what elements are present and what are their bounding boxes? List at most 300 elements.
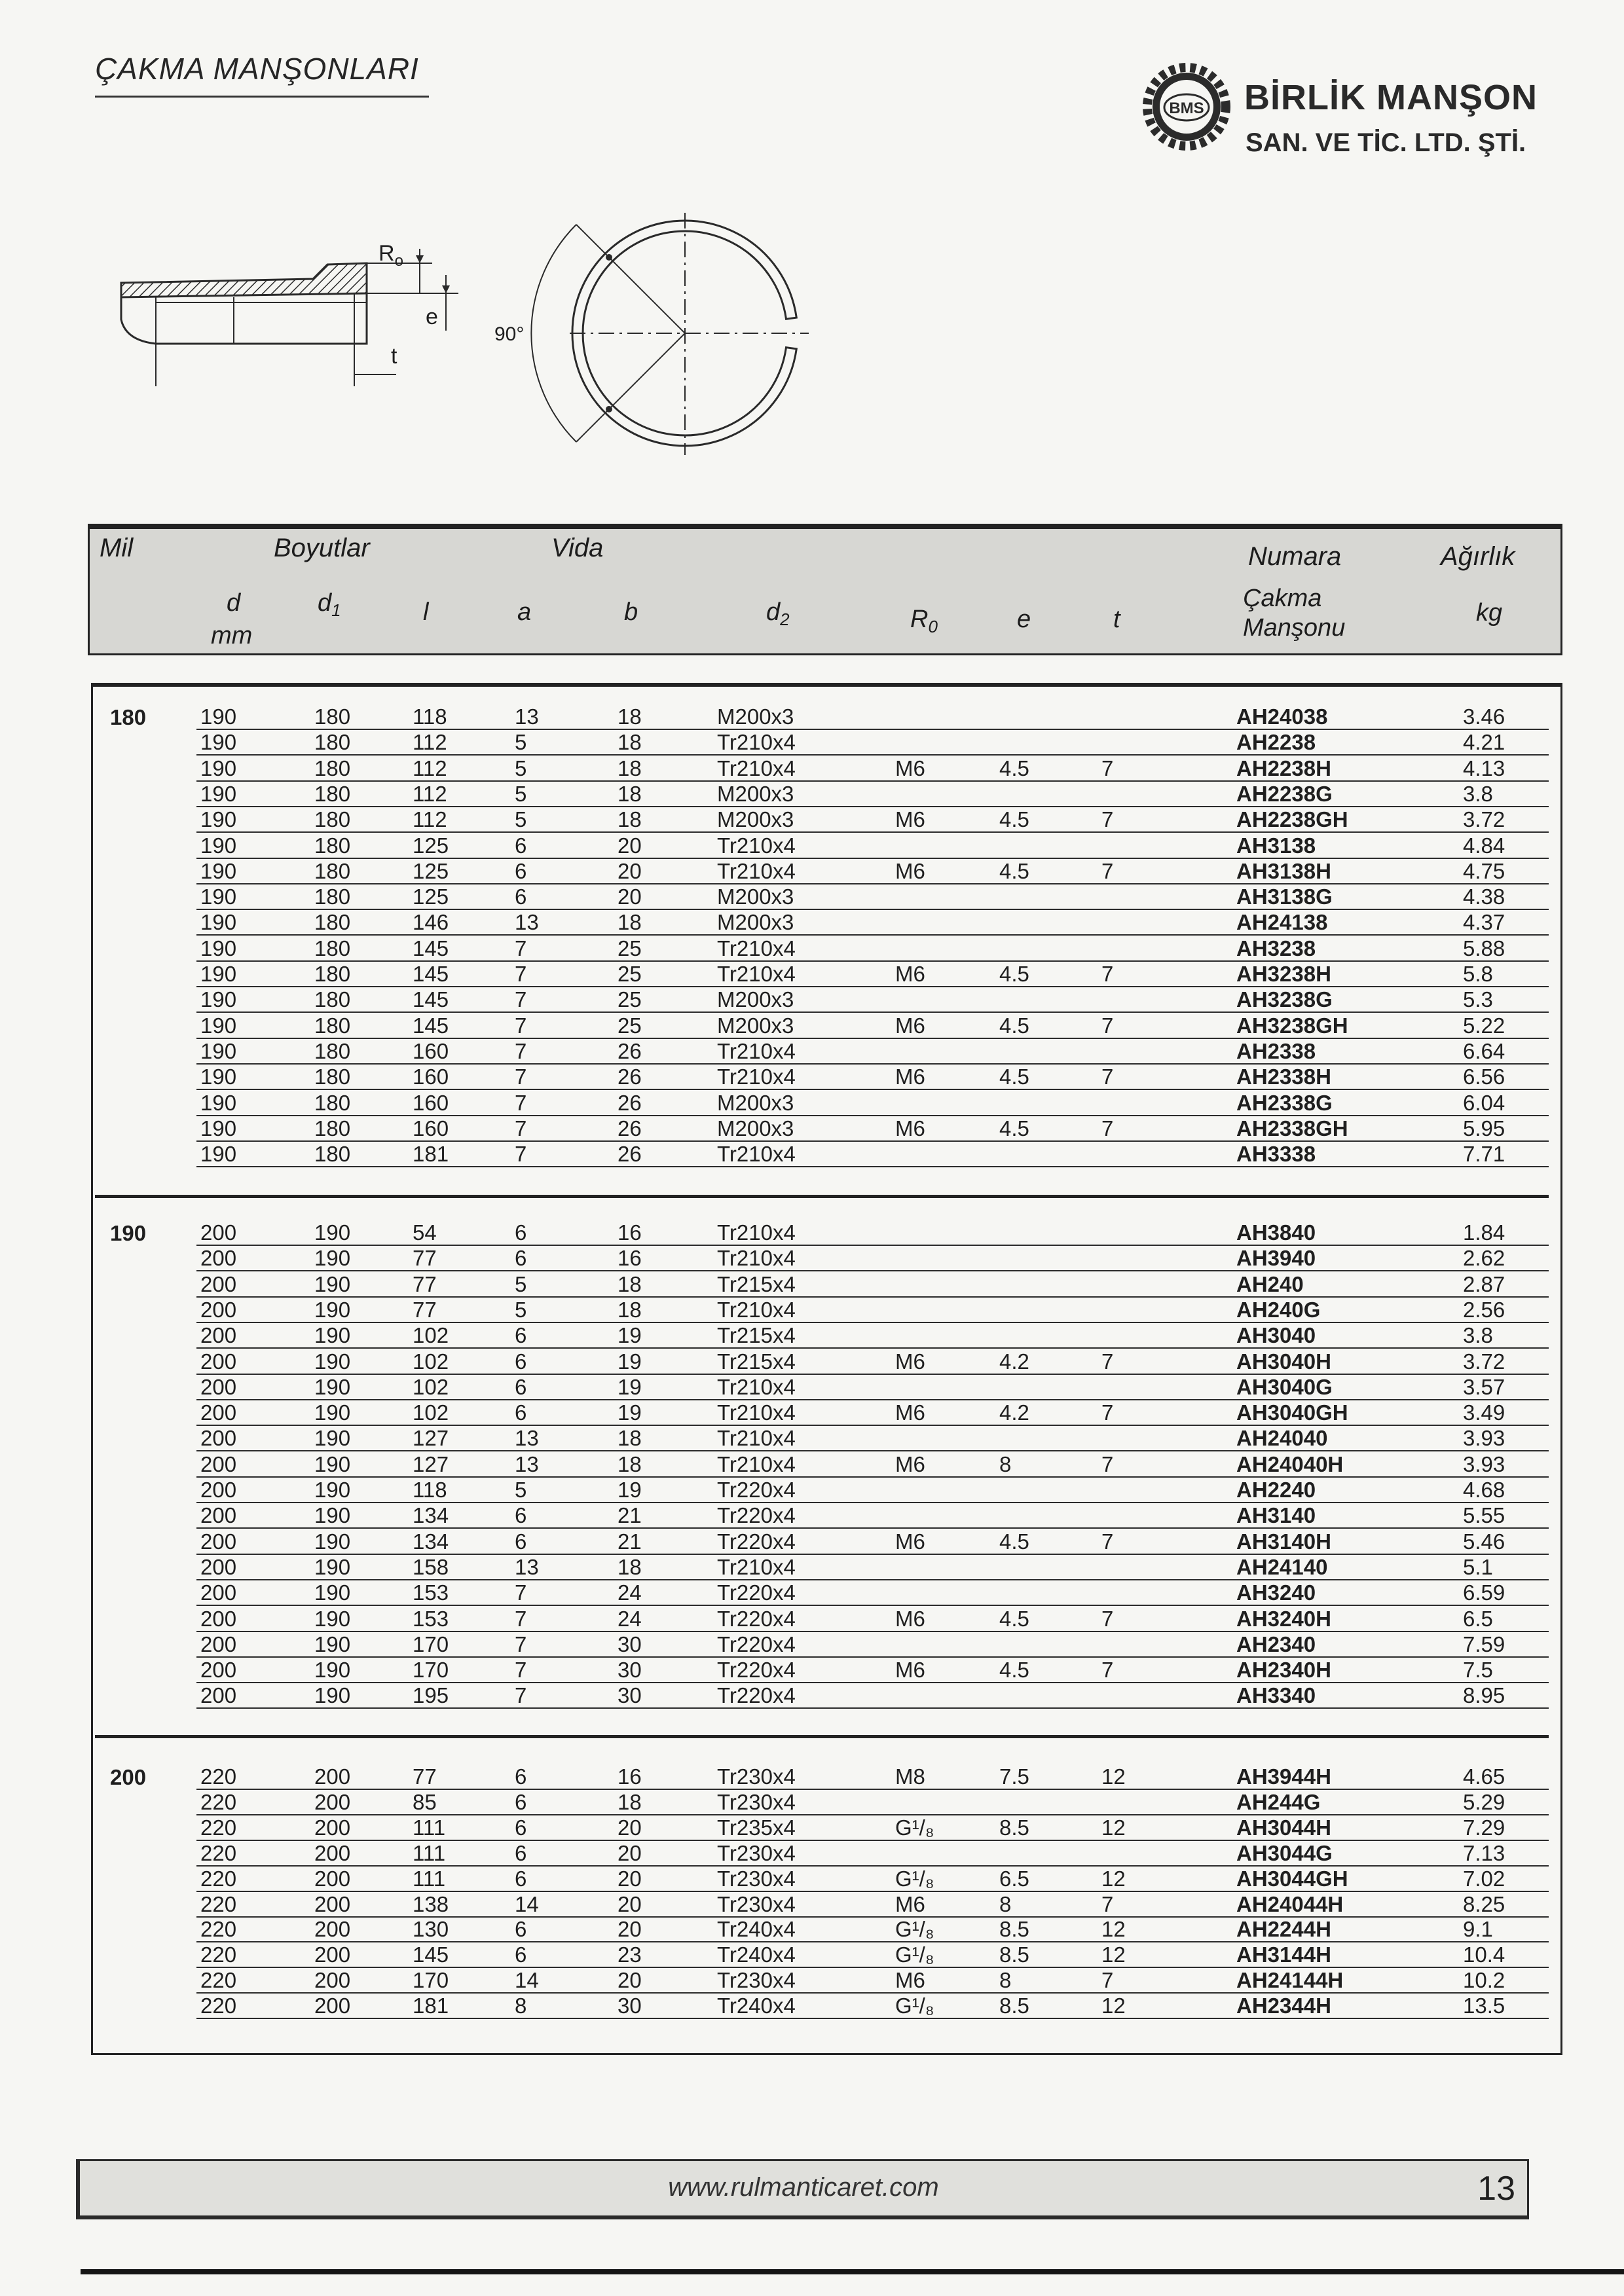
cell-d1: 180 — [314, 1013, 351, 1038]
cell-a: 6 — [515, 1349, 527, 1374]
cell-part-number: AH2240 — [1236, 1478, 1316, 1502]
cell-l: 125 — [413, 858, 449, 883]
cell-l: 125 — [413, 884, 449, 909]
cell-part-number: AH2238H — [1236, 756, 1331, 780]
cell-weight: 5.1 — [1463, 1554, 1493, 1579]
col-header-b: b — [624, 598, 638, 626]
cell-d1: 190 — [314, 1451, 351, 1476]
cell-d2: Tr220x4 — [717, 1606, 796, 1631]
cell-d2: Tr230x4 — [717, 1891, 796, 1916]
cell-l: 160 — [413, 1038, 449, 1063]
cell-part-number: AH3044G — [1236, 1840, 1333, 1865]
cell-d: 200 — [200, 1606, 237, 1631]
table-row — [0, 1942, 1624, 1968]
table-row — [0, 1968, 1624, 1994]
cell-weight: 4.38 — [1463, 884, 1505, 909]
cell-b: 18 — [618, 1271, 642, 1296]
page-number: 13 — [1477, 2170, 1515, 2208]
cell-d: 220 — [200, 1815, 237, 1840]
col-header-l: l — [423, 598, 429, 626]
cell-l: 138 — [413, 1891, 449, 1916]
cell-t: 7 — [1101, 1400, 1114, 1425]
table-row — [0, 1298, 1624, 1323]
cell-weight: 7.29 — [1463, 1815, 1505, 1840]
cell-part-number: AH3340 — [1236, 1683, 1316, 1708]
cell-d: 200 — [200, 1478, 237, 1502]
cell-d: 220 — [200, 1968, 237, 1993]
cell-l: 134 — [413, 1503, 449, 1528]
cell-b: 20 — [618, 1840, 642, 1865]
cell-part-number: AH2338G — [1236, 1090, 1333, 1115]
cell-weight: 7.02 — [1463, 1866, 1505, 1891]
logo-badge-text: BMS — [1169, 100, 1204, 117]
table-row — [0, 1272, 1624, 1298]
cell-part-number: AH2338GH — [1236, 1116, 1348, 1140]
cell-b: 25 — [618, 987, 642, 1012]
cell-e: 6.5 — [999, 1866, 1029, 1891]
cell-e: 4.5 — [999, 962, 1029, 986]
cell-l: 170 — [413, 1631, 449, 1656]
col-header-a: a — [517, 598, 532, 626]
cell-d: 220 — [200, 1789, 237, 1814]
cell-part-number: AH2340H — [1236, 1658, 1331, 1683]
cell-d2: Tr230x4 — [717, 1866, 796, 1891]
cell-l: 102 — [413, 1374, 449, 1399]
cell-d2: Tr230x4 — [717, 1764, 796, 1789]
cell-d1: 180 — [314, 704, 351, 729]
cell-d1: 200 — [314, 1942, 351, 1967]
cell-d1: 190 — [314, 1503, 351, 1528]
cell-d: 200 — [200, 1554, 237, 1579]
cell-d1: 190 — [314, 1400, 351, 1425]
table-row — [0, 859, 1624, 884]
cell-l: 118 — [413, 704, 447, 729]
technical-drawing — [98, 196, 851, 471]
table-row — [0, 1607, 1624, 1632]
table-row — [0, 1580, 1624, 1606]
cell-b: 19 — [618, 1400, 642, 1425]
cell-part-number: AH3040G — [1236, 1374, 1333, 1399]
cell-part-number: AH2338H — [1236, 1065, 1331, 1089]
cell-t: 7 — [1101, 858, 1114, 883]
cell-part-number: AH2238 — [1236, 730, 1316, 755]
cell-weight: 5.55 — [1463, 1503, 1505, 1528]
cell-d2: Tr210x4 — [717, 1142, 796, 1167]
cell-a: 7 — [515, 962, 527, 986]
footer-url: www.rulmanticaret.com — [668, 2173, 939, 2202]
cell-part-number: AH2238G — [1236, 781, 1333, 806]
cell-weight: 9.1 — [1463, 1917, 1493, 1942]
cell-d2: M200x3 — [717, 704, 794, 729]
cell-part-number: AH2344H — [1236, 1994, 1331, 2018]
cell-a: 5 — [515, 756, 527, 780]
cell-d: 190 — [200, 1090, 237, 1115]
col-header-kg: kg — [1476, 599, 1503, 627]
cell-b: 18 — [618, 807, 642, 832]
cell-r0: M6 — [895, 1116, 925, 1140]
cell-l: 77 — [413, 1297, 437, 1322]
col-header-part-no-line2: Manşonu — [1243, 614, 1346, 642]
cell-r0: G¹/₈ — [895, 1942, 934, 1967]
cell-t: 12 — [1101, 1917, 1126, 1942]
cell-l: 112 — [413, 756, 447, 780]
cell-d1: 180 — [314, 987, 351, 1012]
cell-d1: 200 — [314, 1789, 351, 1814]
cell-d2: Tr240x4 — [717, 1917, 796, 1942]
cell-b: 30 — [618, 1658, 642, 1683]
table-row — [0, 1892, 1624, 1918]
table-row — [0, 782, 1624, 807]
cell-d: 190 — [200, 962, 237, 986]
cell-b: 20 — [618, 1891, 642, 1916]
cell-d2: Tr215x4 — [717, 1323, 796, 1348]
cell-d1: 190 — [314, 1220, 351, 1245]
cell-d1: 180 — [314, 962, 351, 986]
cell-e: 4.5 — [999, 1013, 1029, 1038]
cell-part-number: AH24044H — [1236, 1891, 1344, 1916]
cell-b: 25 — [618, 962, 642, 986]
cell-r0: M6 — [895, 756, 925, 780]
cell-b: 19 — [618, 1374, 642, 1399]
cell-weight: 4.21 — [1463, 730, 1505, 755]
cell-b: 30 — [618, 1631, 642, 1656]
table-row — [0, 1091, 1624, 1116]
cell-d: 190 — [200, 987, 237, 1012]
cell-e: 8.5 — [999, 1994, 1029, 2018]
cell-t: 12 — [1101, 1942, 1126, 1967]
cell-d1: 190 — [314, 1246, 351, 1271]
cell-a: 6 — [515, 1246, 527, 1271]
table-row — [0, 1683, 1624, 1709]
cell-b: 21 — [618, 1529, 642, 1554]
cell-d1: 180 — [314, 1065, 351, 1089]
cell-l: 160 — [413, 1116, 449, 1140]
cell-e: 4.5 — [999, 1606, 1029, 1631]
cell-d2: Tr235x4 — [717, 1815, 796, 1840]
cell-l: 181 — [413, 1142, 449, 1167]
cell-d2: Tr220x4 — [717, 1478, 796, 1502]
table-row — [0, 1246, 1624, 1271]
cell-a: 7 — [515, 1065, 527, 1089]
cell-d: 200 — [200, 1503, 237, 1528]
cell-a: 6 — [515, 1789, 527, 1814]
table-row — [0, 1220, 1624, 1246]
cell-d: 190 — [200, 781, 237, 806]
cell-l: 111 — [413, 1866, 446, 1891]
table-row — [0, 1529, 1624, 1555]
cell-t: 7 — [1101, 1116, 1114, 1140]
cell-d2: Tr210x4 — [717, 1297, 796, 1322]
cell-d2: Tr220x4 — [717, 1683, 796, 1708]
cell-weight: 5.8 — [1463, 962, 1493, 986]
cell-weight: 3.93 — [1463, 1451, 1505, 1476]
cell-b: 25 — [618, 1013, 642, 1038]
cell-d: 220 — [200, 1942, 237, 1967]
sleeve-cross-section — [121, 249, 458, 386]
header-vida: Vida — [551, 534, 604, 562]
cell-a: 5 — [515, 781, 527, 806]
table-row — [0, 936, 1624, 962]
cell-a: 13 — [515, 1554, 539, 1579]
cell-d2: Tr210x4 — [717, 1451, 796, 1476]
table-row — [0, 1503, 1624, 1529]
cell-part-number: AH3240 — [1236, 1580, 1316, 1605]
cell-b: 16 — [618, 1246, 642, 1271]
cell-weight: 6.56 — [1463, 1065, 1505, 1089]
table-row — [0, 1815, 1624, 1841]
cell-d1: 180 — [314, 807, 351, 832]
cell-d1: 190 — [314, 1606, 351, 1631]
cell-d2: M200x3 — [717, 1090, 794, 1115]
cell-l: 127 — [413, 1451, 449, 1476]
cell-e: 4.2 — [999, 1349, 1029, 1374]
cell-weight: 4.84 — [1463, 833, 1505, 858]
cell-part-number: AH3238 — [1236, 936, 1316, 960]
col-header-part-no-line1: Çakma — [1243, 585, 1322, 612]
cell-d1: 180 — [314, 781, 351, 806]
cell-t: 12 — [1101, 1764, 1126, 1789]
cell-part-number: AH24144H — [1236, 1968, 1344, 1993]
cell-e: 4.5 — [999, 756, 1029, 780]
cell-b: 24 — [618, 1606, 642, 1631]
cell-a: 6 — [515, 1400, 527, 1425]
cell-part-number: AH240 — [1236, 1271, 1304, 1296]
cell-weight: 5.95 — [1463, 1116, 1505, 1140]
cell-l: 153 — [413, 1606, 449, 1631]
header-agirlik: Ağırlık — [1441, 542, 1515, 571]
cell-a: 5 — [515, 730, 527, 755]
cell-l: 77 — [413, 1271, 437, 1296]
cell-d2: M200x3 — [717, 1116, 794, 1140]
cell-part-number: AH3044H — [1236, 1815, 1331, 1840]
cell-t: 12 — [1101, 1815, 1126, 1840]
cell-e: 4.2 — [999, 1400, 1029, 1425]
r0-label: R — [378, 241, 395, 266]
table-row — [0, 962, 1624, 987]
cell-l: 111 — [413, 1840, 446, 1865]
cell-t: 7 — [1101, 1451, 1114, 1476]
cell-d2: Tr210x4 — [717, 858, 796, 883]
cell-t: 7 — [1101, 756, 1114, 780]
cell-d1: 180 — [314, 910, 351, 935]
svg-text:Ro — [378, 241, 403, 270]
col-header-d1: $d_1$ — [318, 589, 341, 620]
cell-part-number: AH3238G — [1236, 987, 1333, 1012]
cell-t: 7 — [1101, 1529, 1114, 1554]
cell-weight: 2.62 — [1463, 1246, 1505, 1271]
cell-part-number: AH3040H — [1236, 1349, 1331, 1374]
cell-weight: 6.64 — [1463, 1038, 1505, 1063]
cell-a: 7 — [515, 1606, 527, 1631]
cell-d1: 190 — [314, 1297, 351, 1322]
shaft-diameter-label: 190 — [110, 1221, 147, 1245]
cell-d: 220 — [200, 1891, 237, 1916]
cell-d: 220 — [200, 1917, 237, 1942]
cell-a: 7 — [515, 1038, 527, 1063]
cell-weight: 5.88 — [1463, 936, 1505, 960]
cell-part-number: AH2340 — [1236, 1631, 1316, 1656]
cell-part-number: AH3240H — [1236, 1606, 1331, 1631]
cell-l: 170 — [413, 1968, 449, 1993]
table-row — [0, 1867, 1624, 1892]
cell-d2: Tr220x4 — [717, 1529, 796, 1554]
cell-d1: 180 — [314, 730, 351, 755]
cell-a: 6 — [515, 858, 527, 883]
cell-t: 7 — [1101, 1349, 1114, 1374]
cell-d: 200 — [200, 1271, 237, 1296]
cell-weight: 5.22 — [1463, 1013, 1505, 1038]
cell-d1: 200 — [314, 1840, 351, 1865]
cell-part-number: AH3238GH — [1236, 1013, 1348, 1038]
cell-part-number: AH244G — [1236, 1789, 1321, 1814]
gear-logo-icon — [1139, 60, 1234, 155]
cell-b: 16 — [618, 1220, 642, 1245]
cell-r0: M6 — [895, 1606, 925, 1631]
cell-d1: 190 — [314, 1349, 351, 1374]
page-title: ÇAKMA MANŞONLARI — [95, 52, 419, 86]
cell-d: 200 — [200, 1400, 237, 1425]
cell-a: 7 — [515, 1683, 527, 1708]
cell-e: 8 — [999, 1968, 1012, 1993]
cell-d1: 190 — [314, 1631, 351, 1656]
table-row — [0, 730, 1624, 756]
cell-d: 220 — [200, 1840, 237, 1865]
cell-d1: 200 — [314, 1968, 351, 1993]
cell-t: 7 — [1101, 1606, 1114, 1631]
cell-b: 30 — [618, 1994, 642, 2018]
cell-a: 7 — [515, 1580, 527, 1605]
table-row — [0, 1349, 1624, 1375]
cell-b: 18 — [618, 1426, 642, 1451]
table-row — [0, 833, 1624, 859]
cell-d2: Tr240x4 — [717, 1942, 796, 1967]
cell-part-number: AH3338 — [1236, 1142, 1316, 1167]
cell-part-number: AH3044GH — [1236, 1866, 1348, 1891]
cell-a: 7 — [515, 1631, 527, 1656]
cell-e: 8.5 — [999, 1815, 1029, 1840]
cell-d: 190 — [200, 833, 237, 858]
cell-weight: 10.4 — [1463, 1942, 1505, 1967]
cell-d2: Tr210x4 — [717, 962, 796, 986]
cell-d2: Tr210x4 — [717, 1554, 796, 1579]
cell-d2: Tr210x4 — [717, 1038, 796, 1063]
cell-l: 153 — [413, 1580, 449, 1605]
cell-b: 20 — [618, 858, 642, 883]
cell-part-number: AH3138G — [1236, 884, 1333, 909]
cell-part-number: AH3138H — [1236, 858, 1331, 883]
cell-e: 8 — [999, 1891, 1012, 1916]
cell-d2: M200x3 — [717, 807, 794, 832]
cell-b: 30 — [618, 1683, 642, 1708]
cell-d1: 190 — [314, 1580, 351, 1605]
cell-t: 7 — [1101, 1658, 1114, 1683]
cell-d1: 200 — [314, 1866, 351, 1891]
cell-b: 18 — [618, 1451, 642, 1476]
cell-b: 19 — [618, 1323, 642, 1348]
cell-d: 200 — [200, 1349, 237, 1374]
table-row — [0, 1375, 1624, 1400]
cell-r0: M6 — [895, 858, 925, 883]
cell-d1: 190 — [314, 1478, 351, 1502]
table-row — [0, 1116, 1624, 1142]
cell-d2: Tr220x4 — [717, 1580, 796, 1605]
cell-b: 19 — [618, 1478, 642, 1502]
cell-d2: M200x3 — [717, 910, 794, 935]
cell-b: 18 — [618, 781, 642, 806]
cell-part-number: AH2244H — [1236, 1917, 1331, 1942]
cell-r0: M6 — [895, 1968, 925, 1993]
cell-part-number: AH3040 — [1236, 1323, 1316, 1348]
cell-r0: M6 — [895, 807, 925, 832]
cell-b: 18 — [618, 756, 642, 780]
cell-l: 112 — [413, 730, 447, 755]
cell-weight: 8.95 — [1463, 1683, 1505, 1708]
cell-l: 181 — [413, 1994, 449, 2018]
cell-l: 160 — [413, 1065, 449, 1089]
cell-weight: 3.46 — [1463, 704, 1505, 729]
cell-d2: M200x3 — [717, 987, 794, 1012]
cell-b: 26 — [618, 1090, 642, 1115]
table-row — [0, 704, 1624, 730]
section-divider — [95, 1735, 1549, 1738]
cell-d: 190 — [200, 884, 237, 909]
cell-r0: G¹/₈ — [895, 1994, 934, 2018]
cell-d1: 200 — [314, 1994, 351, 2018]
cell-d1: 200 — [314, 1815, 351, 1840]
cell-part-number: AH24140 — [1236, 1554, 1328, 1579]
cell-weight: 2.56 — [1463, 1297, 1505, 1322]
cell-e: 8 — [999, 1451, 1012, 1476]
table-row — [0, 1994, 1624, 2019]
cell-b: 26 — [618, 1142, 642, 1167]
cell-r0: M6 — [895, 1529, 925, 1554]
cell-l: 146 — [413, 910, 449, 935]
cell-a: 6 — [515, 1764, 527, 1789]
cell-l: 102 — [413, 1349, 449, 1374]
cell-d1: 200 — [314, 1891, 351, 1916]
cell-weight: 10.2 — [1463, 1968, 1505, 1993]
cell-d: 200 — [200, 1658, 237, 1683]
cell-d2: M200x3 — [717, 1013, 794, 1038]
cell-l: 145 — [413, 987, 449, 1012]
table-row — [0, 1400, 1624, 1426]
cell-weight: 7.13 — [1463, 1840, 1505, 1865]
cell-a: 7 — [515, 1090, 527, 1115]
cell-weight: 5.29 — [1463, 1789, 1505, 1814]
cell-d2: Tr220x4 — [717, 1503, 796, 1528]
cell-t: 7 — [1101, 807, 1114, 832]
cell-r0: M6 — [895, 1013, 925, 1038]
cell-part-number: AH2338 — [1236, 1038, 1316, 1063]
cell-a: 14 — [515, 1891, 539, 1916]
cell-d: 190 — [200, 1116, 237, 1140]
cell-d1: 180 — [314, 884, 351, 909]
cell-l: 170 — [413, 1658, 449, 1683]
cell-d1: 180 — [314, 858, 351, 883]
cell-e: 4.5 — [999, 858, 1029, 883]
cell-t: 7 — [1101, 1013, 1114, 1038]
cell-a: 5 — [515, 1478, 527, 1502]
cell-r0: G¹/₈ — [895, 1917, 934, 1942]
cell-d1: 190 — [314, 1374, 351, 1399]
cell-b: 18 — [618, 910, 642, 935]
cell-d2: Tr230x4 — [717, 1840, 796, 1865]
cell-d: 200 — [200, 1323, 237, 1348]
cell-b: 26 — [618, 1116, 642, 1140]
cell-d1: 190 — [314, 1271, 351, 1296]
table-row — [0, 1917, 1624, 1942]
cell-weight: 7.59 — [1463, 1631, 1505, 1656]
